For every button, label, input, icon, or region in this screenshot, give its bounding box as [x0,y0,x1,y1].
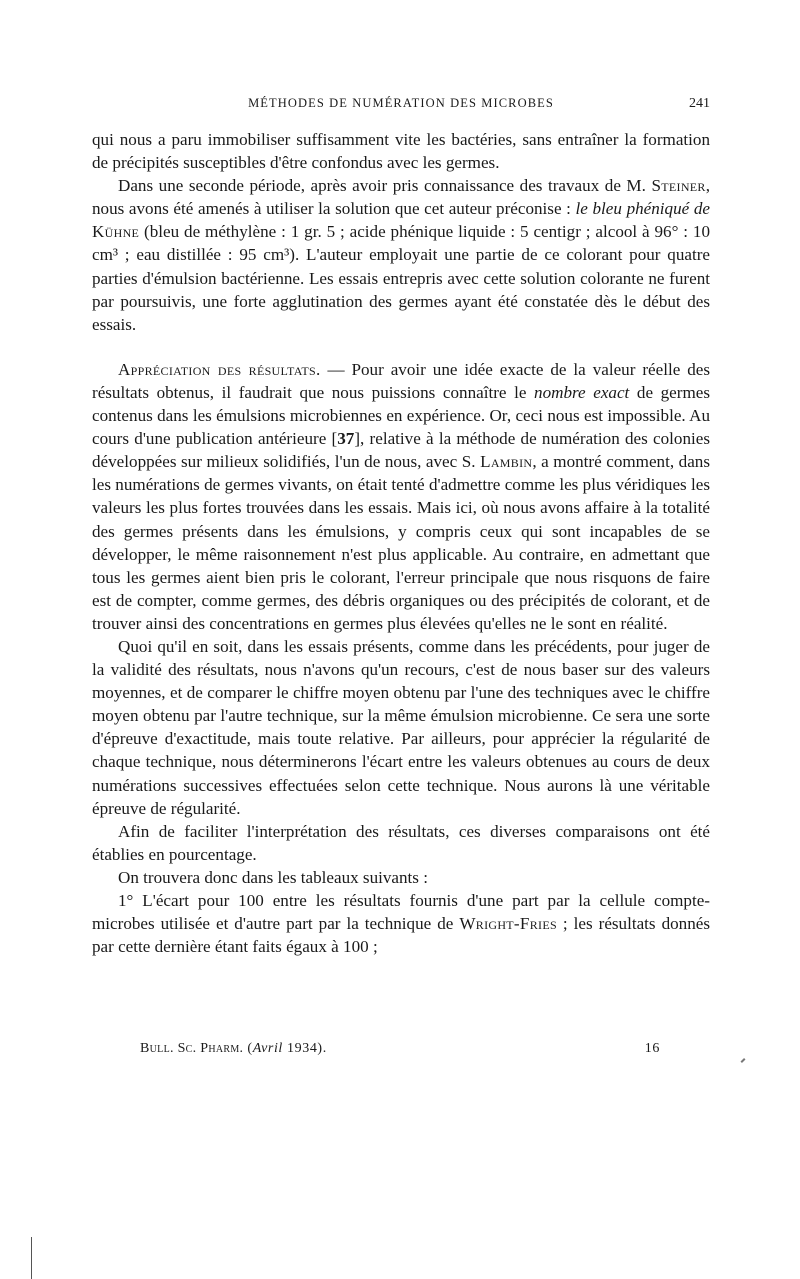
body-text [92,128,710,958]
paragraph-4: Quoi qu'il en soit, dans les essais présents, comme dans les précédents, pour juger de la validité des résultats, nous n'avons qu'un recours, c'est de nous baser sur des valeurs moyennes, et de comparer le chiffre moyen obtenu par l'une des techniques avec le chiffre moyen obtenu par l'autre technique, sur la même émulsion microbienne. Ce sera une sorte d'épreuve d'exactitude, mais toute relative. Par ailleurs, pour apprécier la régularité de chaque technique, nous déterminerons l'écart entre les valeurs obtenues au cours de deux numérations successives effectuées selon cette technique. Nous aurons là une véritable épreuve de régularité. [92,636,710,818]
running-head [92,96,710,118]
paragraph-3-text-d: , a montré comment, dans les numérations de germes vivants, on était tenté d'admettre comme les plus véridiques les valeurs les plus fortes trouvées dans les essais. Mais ici, où nous avons affaire à la totalité des germes présents dans les émulsions, y compris ceux qui sont incapables de se développer, le même raisonnement n'est plus applicable. Au contraire, en admettant que tous les germes aient bien pris le colorant, l'erreur principale que nous risquons de faire est de compter, comme germes, des débris organiques ou des précipités de colorant, et de trouver ainsi des concentrations en germes plus élevées qu'elles ne le sont en réalité. [92,452,710,633]
italic-bleu-phenique: le bleu phéniqué de [575,199,710,219]
section-heading: Appréciation des résultats. [118,359,321,379]
paragraph-7 [92,889,710,958]
footer-journal: Bull. Sc. Pharm. [140,1041,244,1056]
paragraph-2 [92,174,710,336]
paragraph-2-text-b: , nous avons été amenés à utiliser la solution que cet auteur préconise : [92,176,710,219]
footer-signature: 16 [644,1041,660,1056]
paragraph-1: qui nous a paru immobiliser suffisamment vite les bactéries, sans entraîner la formation de précipités susceptibles d'être confondus avec les germes. [92,130,710,173]
scan-mark [741,1058,746,1063]
paragraph-5: Afin de faciliter l'interprétation des résultats, ces diverses comparaisons ont été établies en pourcentage. [92,821,710,864]
footer [140,1041,660,1057]
italic-nombre-exact: nombre exact [534,382,630,402]
author-steiner: Steiner [651,176,706,196]
footer-citation [140,1041,327,1056]
page [92,96,710,958]
section-gap [92,336,710,358]
footer-paren: ( [243,1041,253,1056]
paragraph-7-text-a: L'écart pour 100 entre les résultats fournis d'une part par la cellule compte-microbes utilisée et d'autre part par la technique de [92,891,710,934]
footer-month: Avril [252,1041,283,1056]
author-wright-fries: Wright-Fries [459,914,557,934]
author-kuhne: Kühne [92,222,140,242]
scan-edge-line [31,1237,32,1279]
footer-year: 1934). [282,1041,327,1056]
paragraph-2-text-a: Dans une seconde période, après avoir pris connaissance des travaux de M. [118,176,652,196]
paragraph-3-text-b: de germes contenus dans les émulsions microbiennes en expérience. Or, ceci nous est impossible. Au cours d'une publication antérieure [ [92,382,710,449]
running-head-title: MÉTHODES DE NUMÉRATION DES MICROBES [248,96,554,110]
paragraph-3-text-c: ], relative à la méthode de numération des colonies développées sur milieux solidifiés, l'un de nous, avec S. [92,429,710,472]
paragraph-6: On trouvera donc dans les tableaux suivants : [118,867,428,887]
list-number: 1° [118,891,134,910]
reference-number: 37 [337,429,355,449]
paragraph-3-text-a: — Pour avoir une idée exacte de la valeur réelle des résultats obtenus, il faudrait que nous puissions connaître le [92,359,710,402]
paragraph-3 [92,358,710,635]
paragraph-2-text-c: (bleu de méthylène : 1 gr. 5 ; acide phénique liquide : 5 centigr ; alcool à 96° : 10 cm³ ; eau distillée : 95 cm³). L'auteur employait une partie de ce colorant pour quatre parties d'émulsion bactérienne. Les essais entrepris avec cette solution colorante ne furent par poursuivis, une forte agglutination des germes ayant été constatée dès le début des essais. [92,222,710,334]
paragraph-7-text-b: ; les résultats donnés par cette dernière étant faits égaux à 100 ; [92,914,710,957]
author-lambin: Lambin [480,452,533,472]
page-number: 241 [689,96,710,111]
